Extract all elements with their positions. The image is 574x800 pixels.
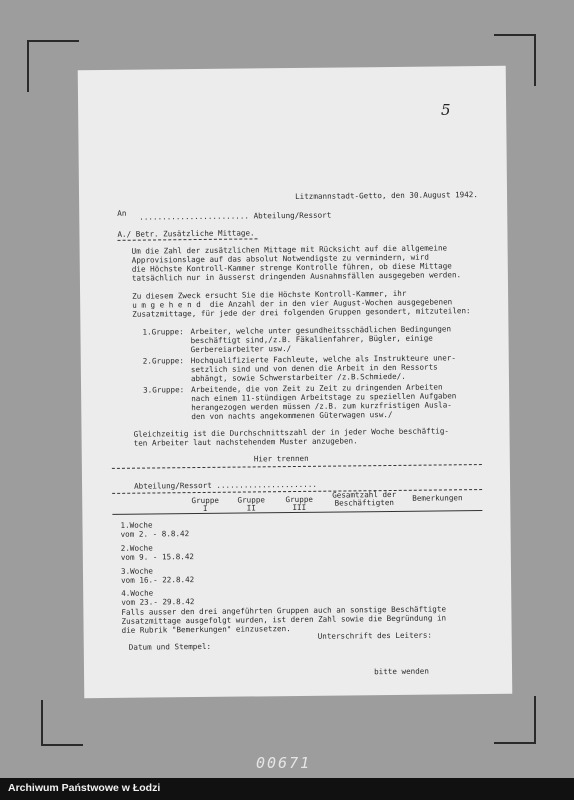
place-date: Litzmannstadt-Getto, den 30.August 1942. (295, 190, 478, 201)
week-row-2: 2.Woche vom 9. - 15.8.42 (120, 543, 195, 562)
cut-line (112, 464, 482, 469)
subject-line: A./ Betr. Zusätzliche Mittage. (117, 228, 255, 239)
film-frame-number: 00671 (256, 754, 312, 772)
crop-mark-bottom-right (494, 696, 536, 744)
document-page (78, 66, 513, 698)
crop-mark-top-left (27, 40, 79, 92)
week-row-1: 1.Woche vom 2. - 8.8.42 (120, 520, 190, 539)
paragraph-2: Zu diesem Zweck ersucht Sie die Höchste Kontroll-Kammer, ihr u m g e h e n d die Anzahl der in den vier August-Wochen ausgegebenen Zusatzmittage, für jede der drei folgenden Gruppen gesondert, mitzuteilen: (132, 288, 471, 319)
archive-footer (0, 778, 574, 800)
crop-mark-bottom-left (41, 700, 83, 746)
subject-underline (118, 238, 258, 240)
archive-name: Archiwum Państwowe w Łodzi (8, 782, 161, 794)
group-2: 2.Gruppe: Hochqualifizierte Fachleute, welche als Instrukteure uner- setzlich sind und von denen die Arbeit in den Ressorts abhängt, sowie Schwerstarbeiter /z.B.Schmiede/. (142, 353, 456, 384)
group-label: 1.Gruppe: (142, 327, 184, 337)
closing-note: bitte wenden (373, 666, 429, 677)
paragraph-3: Gleichzeitig ist die Durchschnittszahl der in jeder Woche beschäftig- ten Arbeiter laut nachstehendem Muster anzugeben. (133, 426, 450, 448)
form-department-line: Abteilung/Ressort ...................... (134, 479, 317, 491)
paragraph-1: Um die Zahl der zusätzlichen Mittage mit Rücksicht auf die allgemeine Approvisionslage auf das absolut Notwendigste zu vermindern, wird die Höchste Kontroll-Kammer strenge Kontrolle führen, ob diese Mittage tatsächlich nur in äusserst dringenden Ausnahmsfällen ausgegeben werden. (131, 243, 462, 283)
department-line: ........................ Abteilung/Ressort (139, 210, 332, 222)
paragraph-4: Falls ausser den drei angeführten Gruppen auch an sonstige Beschäftigte Zusatzmittage ausgefolgt wurden, ist deren Zahl sowie die Begründung in die Rubrik "Bemerkungen" einzusetzen. (121, 604, 447, 635)
group-1: 1.Gruppe: Arbeiter, welche unter gesundheitsschädlichen Bedingungen beschäftigt sind,/z.B. Fäkalienfahrer, Bügler, einige Gerbereiarbeiter usw./ (142, 324, 452, 355)
form-table-header: Gruppe I Gruppe II Gruppe III Gesamtzahl der Beschäftigten Bemerkungen (191, 489, 463, 513)
group-3: 3.Gruppe: Arbeitende, die von Zeit zu Zeit zu dringenden Arbeiten nach einem 11-stündigen Arbeitstage zu speziellen Aufgaben herangezogen werden müssen /z.B. zum kurzfristigen Ausla- den von nachts angekommenen Güterwagen usw./ (143, 382, 457, 422)
date-stamp-label: Datum und Stempel: (128, 641, 212, 652)
week-row-4: 4.Woche vom 23.- 29.8.42 (121, 588, 195, 607)
recipient-label: An (117, 208, 127, 218)
week-row-3: 3.Woche vom 16.- 22.8.42 (120, 566, 195, 585)
group-label: 2.Gruppe: (142, 356, 184, 366)
group-label: 3.Gruppe: (143, 385, 185, 395)
cut-here-label: Hier trennen (253, 453, 309, 464)
leader-signature-label: Unterschrift des Leiters: (317, 630, 433, 641)
page-number: 5 (441, 101, 451, 119)
